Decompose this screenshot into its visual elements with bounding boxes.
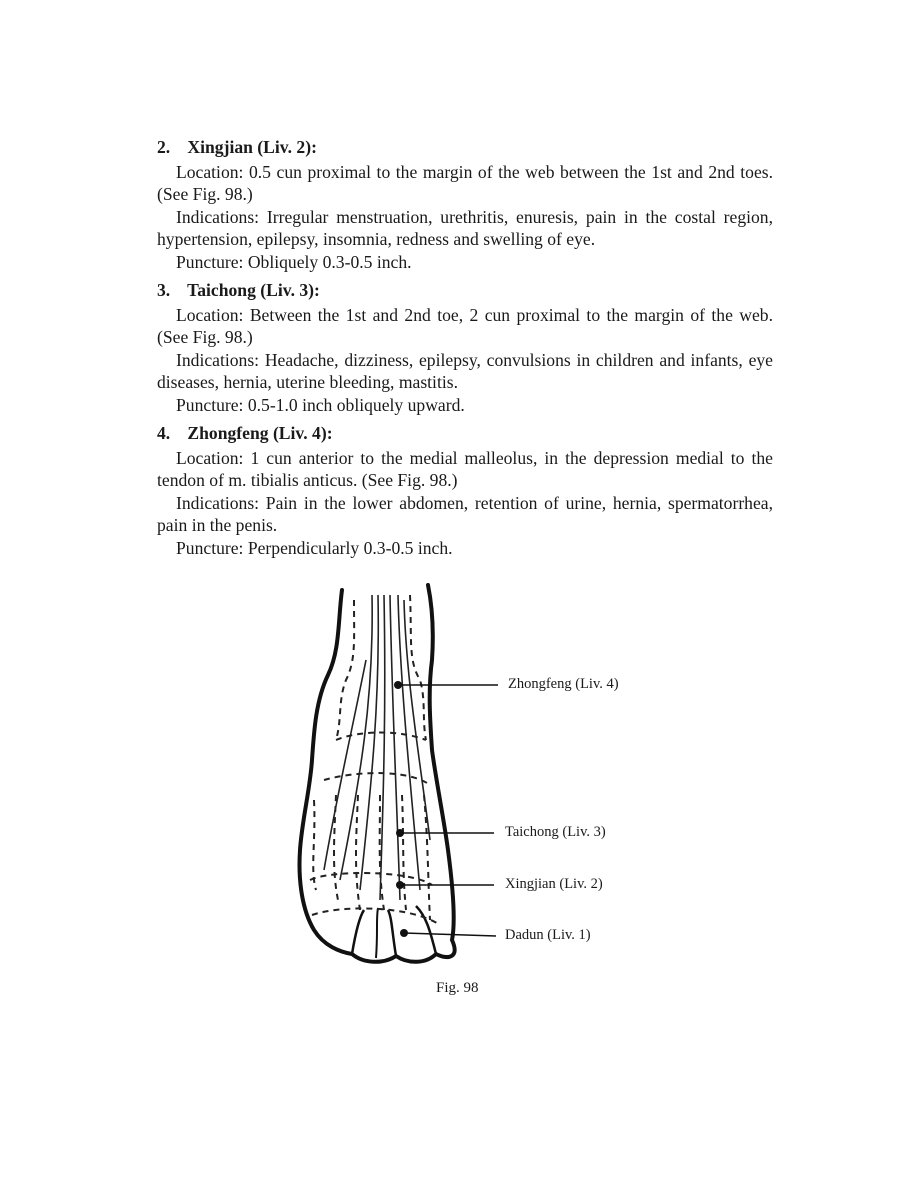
entry-number: 2. [157,137,171,157]
entry-title: Zhongfeng (Liv. 4): [187,423,333,443]
indications-paragraph: Indications: Pain in the lower abdomen, retention of urine, hernia, spermatorrhea, pain in the penis. [157,492,773,535]
dadun-leader-line [404,933,496,936]
foot-illustration-figure [280,580,660,1000]
location-paragraph: Location: Between the 1st and 2nd toe, 2 cun proximal to the margin of the web. (See Fig. 98.) [157,304,773,347]
taichong-label: Taichong (Liv. 3) [505,824,606,840]
text-block [157,136,773,565]
entry-heading [157,422,773,445]
puncture-paragraph: Puncture: 0.5-1.0 inch obliquely upward. [176,394,465,415]
figure-caption: Fig. 98 [436,980,479,996]
entry-taichong [157,279,773,416]
entry-heading [157,279,773,302]
dadun-label: Dadun (Liv. 1) [505,927,591,943]
entry-number: 4. [157,423,171,443]
entry-xingjian [157,136,773,273]
location-paragraph: Location: 0.5 cun proximal to the margin of the web between the 1st and 2nd toes. (See Fig. 98.) [157,161,773,204]
location-paragraph: Location: 1 cun anterior to the medial malleolus, in the depression medial to the tendon of m. tibialis anticus. (See Fig. 98.) [157,447,773,490]
entry-number: 3. [157,280,171,300]
entry-zhongfeng [157,422,773,559]
indications-paragraph: Indications: Headache, dizziness, epilepsy, convulsions in children and infants, eye diseases, hernia, uterine bleeding, mastitis. [157,349,773,392]
entry-title: Xingjian (Liv. 2): [187,137,317,157]
puncture-paragraph: Puncture: Perpendicularly 0.3-0.5 inch. [176,537,453,558]
foot-illustration [280,580,660,1000]
entry-title: Taichong (Liv. 3): [187,280,320,300]
entry-heading [157,136,773,159]
zhongfeng-label: Zhongfeng (Liv. 4) [508,676,619,692]
xingjian-label: Xingjian (Liv. 2) [505,876,603,892]
indications-paragraph: Indications: Irregular menstruation, urethritis, enuresis, pain in the costal region, hypertension, epilepsy, insomnia, redness and swelling of eye. [157,206,773,249]
puncture-paragraph: Puncture: Obliquely 0.3-0.5 inch. [176,251,412,272]
